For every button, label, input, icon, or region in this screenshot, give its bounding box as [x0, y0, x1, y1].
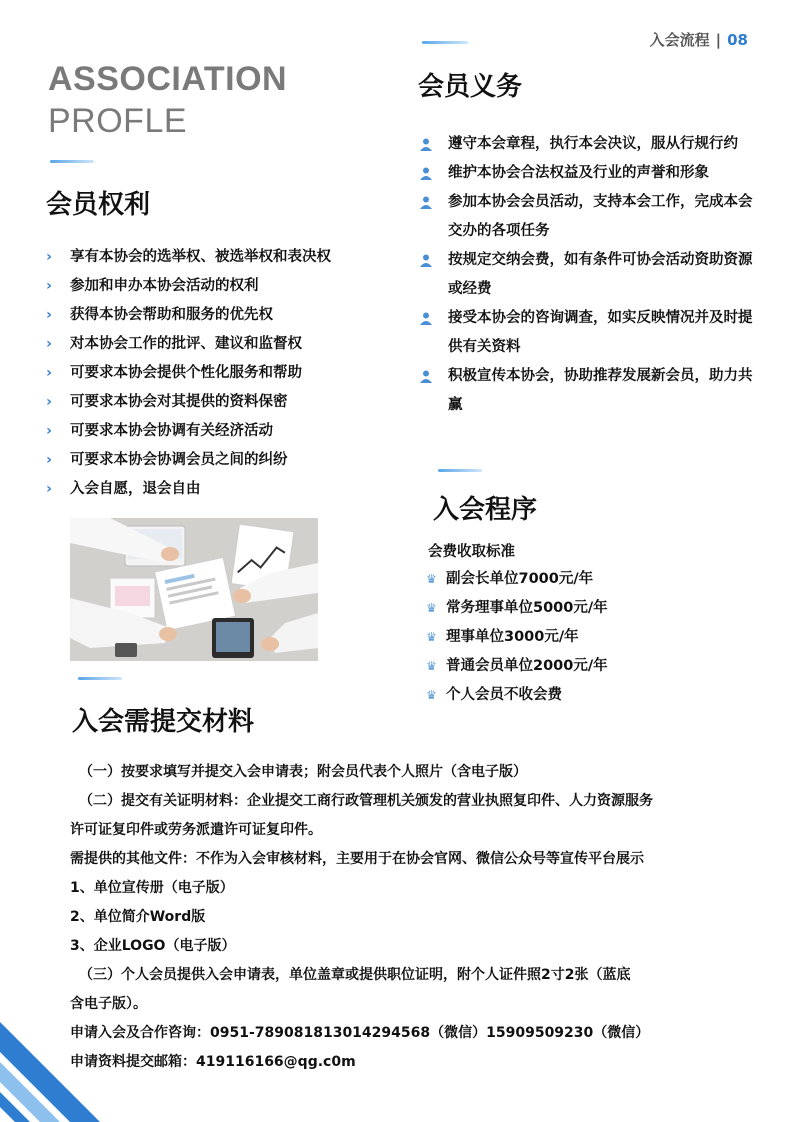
- duties-title: 会员义务: [418, 72, 523, 102]
- decor-line: [438, 469, 482, 472]
- contact-line: 申请入会及合作咨询：0951-789081813014294568（微信）15909509230（微信）: [70, 1025, 650, 1041]
- decor-line: [78, 677, 122, 680]
- list-item: 参加本协会会员活动，支持本会工作，完成本会交办的各项任务: [420, 188, 756, 246]
- crown-icon: ♛: [426, 630, 437, 644]
- person-icon: [420, 138, 432, 151]
- person-icon: [420, 196, 432, 209]
- chevron-right-icon: ›: [46, 278, 52, 294]
- fee-heading: 会费收取标准: [428, 544, 515, 560]
- materials-item-3: （三）个人会员提供入会申请表，单位盖章或提供职位证明，附个人证件照2寸2张（蓝底: [79, 967, 631, 983]
- person-icon: [420, 370, 432, 383]
- list-item: › 可要求本协会协调会员之间的纠纷: [42, 446, 402, 475]
- chevron-right-icon: ›: [46, 452, 52, 468]
- list-item: ♛ 理事单位3000元/年: [426, 623, 726, 652]
- crown-icon: ♛: [426, 572, 437, 586]
- chevron-right-icon: ›: [46, 336, 52, 352]
- corner-decoration: [0, 1012, 110, 1122]
- email-line: 申请资料提交邮箱：419116166@qg.c0m: [70, 1054, 356, 1070]
- chevron-right-icon: ›: [46, 394, 52, 410]
- materials-other: 需提供的其他文件：不作为入会审核材料，主要用于在协会官网、微信公众号等宣传平台展示: [70, 851, 644, 867]
- list-item: 按规定交纳会费，如有条件可协会活动资助资源或经费: [420, 246, 756, 304]
- list-item: 接受本协会的咨询调查，如实反映情况并及时提供有关资料: [420, 304, 756, 362]
- header-separator: |: [715, 31, 722, 49]
- decor-line: [422, 41, 468, 44]
- list-item: › 入会自愿，退会自由: [42, 475, 402, 504]
- rights-list: [42, 243, 402, 504]
- list-item: › 可要求本协会对其提供的资料保密: [42, 388, 402, 417]
- chevron-right-icon: ›: [46, 307, 52, 323]
- materials-item-2-cont: 许可证复印件或劳务派遣许可证复印件。: [70, 822, 322, 838]
- list-item: 维护本协会合法权益及行业的声誉和形象: [420, 159, 756, 188]
- person-icon: [420, 167, 432, 180]
- list-item: › 可要求本协会提供个性化服务和帮助: [42, 359, 402, 388]
- page-number: 08: [727, 31, 748, 49]
- list-item: ♛ 普通会员单位2000元/年: [426, 652, 726, 681]
- decor-line: [50, 160, 94, 163]
- procedure-title: 入会程序: [433, 495, 538, 525]
- crown-icon: ♛: [426, 688, 437, 702]
- materials-other-2: 2、单位简介Word版: [70, 909, 206, 925]
- chevron-right-icon: ›: [46, 249, 52, 265]
- list-item: ♛ 副会长单位7000元/年: [426, 565, 726, 594]
- chevron-right-icon: ›: [46, 423, 52, 439]
- business-meeting-photo: [70, 518, 318, 661]
- person-icon: [420, 254, 432, 267]
- list-item: ♛ 个人会员不收会费: [426, 681, 726, 710]
- rights-title: 会员权利: [46, 190, 151, 220]
- materials-item-2: （二）提交有关证明材料：企业提交工商行政管理机关颁发的营业执照复印件、人力资源服务: [79, 793, 653, 809]
- duties-list: [420, 130, 756, 420]
- chevron-right-icon: ›: [46, 365, 52, 381]
- materials-title: 入会需提交材料: [72, 707, 255, 737]
- materials-other-1: 1、单位宣传册（电子版）: [70, 880, 234, 896]
- list-item: › 获得本协会帮助和服务的优先权: [42, 301, 402, 330]
- profile-title-line2: PROFLE: [48, 102, 188, 140]
- list-item: 遵守本会章程，执行本会决议，服从行规行约: [420, 130, 756, 159]
- list-item: 积极宣传本协会，协助推荐发展新会员，助力共赢: [420, 362, 756, 420]
- crown-icon: ♛: [426, 601, 437, 615]
- page-header: [650, 29, 748, 50]
- person-icon: [420, 312, 432, 325]
- materials-other-3: 3、企业LOGO（电子版）: [70, 938, 236, 954]
- materials-item-3-cont: 含电子版）。: [70, 996, 147, 1012]
- list-item: ♛ 常务理事单位5000元/年: [426, 594, 726, 623]
- list-item: › 可要求本协会协调有关经济活动: [42, 417, 402, 446]
- materials-item-1: （一）按要求填写并提交入会申请表；附会员代表个人照片（含电子版）: [79, 764, 527, 780]
- list-item: › 参加和申办本协会活动的权利: [42, 272, 402, 301]
- fee-list: [426, 565, 726, 710]
- chevron-right-icon: ›: [46, 481, 52, 497]
- materials-body: [70, 758, 750, 1077]
- crown-icon: ♛: [426, 659, 437, 673]
- list-item: › 对本协会工作的批评、建议和监督权: [42, 330, 402, 359]
- profile-title-line1: ASSOCIATION: [48, 60, 288, 98]
- list-item: › 享有本协会的选举权、被选举权和表决权: [42, 243, 402, 272]
- section-name: 入会流程: [649, 31, 710, 49]
